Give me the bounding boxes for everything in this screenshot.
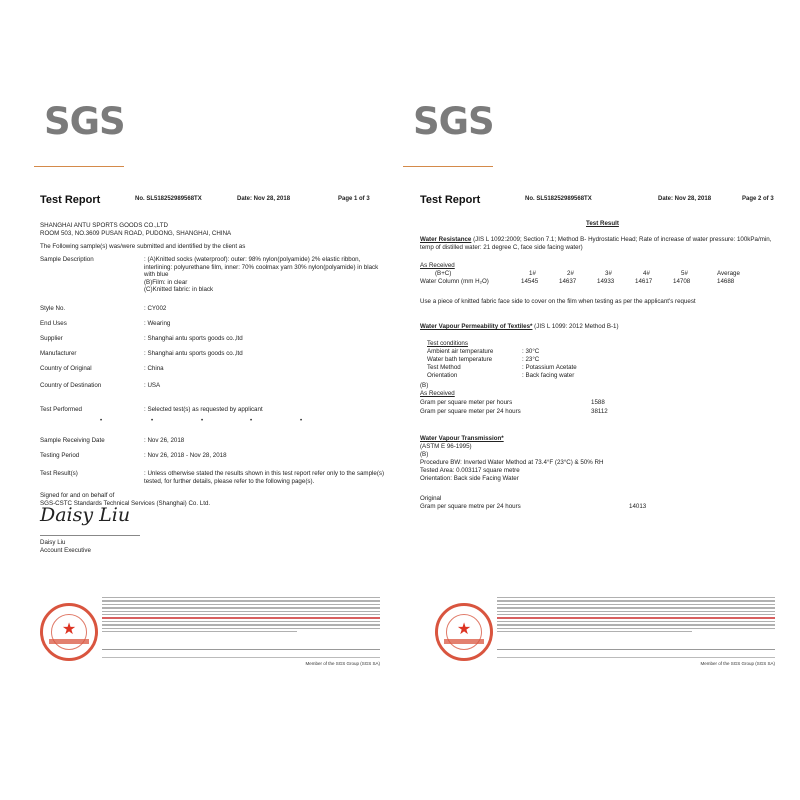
signed-for-text: Signed for and on behalf of [40,492,115,499]
field-label: Testing Period [40,452,80,459]
report-title: Test Report [420,194,481,206]
result-heading: Test Result [586,220,619,227]
condition-key: Orientation [427,372,458,379]
table-cell: 14708 [673,278,691,285]
row-label: Gram per square metre per 24 hours [420,503,521,510]
fine-print-terms [497,595,775,634]
footer-rule [102,649,380,650]
report-footer [40,595,380,670]
member-text: Member of the SGS Group (SGS SA) [305,661,380,666]
condition-key: Test Method [427,364,461,371]
wvt-line: (B) [420,451,429,458]
report-page-2 [405,40,790,666]
report-footer [435,595,775,670]
condition-key: Ambient air temperature [427,348,494,355]
field-value: : CY002 [144,305,167,312]
water-vapour-permeability-title: Water Vapour Permeability of Textiles* (JIS L 1099: 2012 Method B-1) [420,323,619,330]
row-label: Gram per square meter per 24 hours [420,408,521,415]
field-value: : Shanghai antu sports goods co.,ltd [144,335,243,342]
condition-value: : 30°C [522,348,540,355]
column-header: 5# [681,270,688,277]
page-number: Page 2 of 3 [742,196,774,202]
table-cell: 14637 [559,278,577,285]
handwritten-signature: Daisy Liu [40,504,131,526]
footer-rule [497,649,775,650]
water-vapour-transmission-title: Water Vapour Transmission* [420,435,504,442]
report-date: Date: Nov 28, 2018 [237,196,291,202]
condition-value: : 23°C [522,356,540,363]
wvt-line: Orientation: Back side Facing Water [420,475,519,482]
table-cell: 14688 [717,278,735,285]
bullet-dot: • [250,418,253,424]
wvt-line: (ASTM E 96-1995) [420,443,472,450]
page-header [420,193,790,213]
field-label: Supplier [40,335,63,342]
report-date: Date: Nov 28, 2018 [658,196,712,202]
fine-print-terms [102,595,380,634]
column-header: 4# [643,270,650,277]
signer-title: Account Executive [40,547,91,554]
conditions-heading: Test conditions [427,340,468,347]
field-value: : Wearing [144,320,171,327]
as-received-label: As Received [420,390,455,397]
company-seal-stamp [435,603,493,661]
company-address: ROOM 503, NO.3609 PUSAN ROAD, PUDONG, SHANGHAI, CHINA [40,230,232,237]
field-value: : China [144,365,164,372]
member-text: Member of the SGS Group (SGS SA) [700,661,775,666]
field-label: Style No. [40,305,66,312]
page-number: Page 1 of 3 [338,196,370,202]
field-label: Sample Description [40,256,94,263]
signed-org-text: SGS-CSTC Standards Technical Services (Shanghai) Co. Ltd. [40,500,211,507]
condition-value: : Potassium Acetate [522,364,577,371]
field-value: : Nov 26, 2018 [144,437,185,444]
column-header: 3# [605,270,612,277]
table-cell: 38112 [591,408,608,415]
report-number: No. SL518252989568TX [525,196,592,202]
logo-underline [403,166,493,167]
field-value: : Selected test(s) as requested by applicant [144,406,263,413]
page-header [40,193,395,213]
signer-name: Daisy Liu [40,539,66,546]
sgs-logo: SGS [44,100,125,143]
field-label: Sample Receiving Date [40,437,105,444]
logo-underline [34,166,124,167]
star-icon: ★ [456,621,472,638]
row-label: Water Column (mm H₂O) [420,278,489,285]
star-icon: ★ [61,621,77,638]
field-label: Manufacturer [40,350,77,357]
field-value: : USA [144,382,161,389]
as-received-label: As Received [420,262,455,269]
wvt-line: Procedure BW: Inverted Water Method at 73.4°F (23°C) & 50% RH [420,459,604,466]
column-header: 2# [567,270,574,277]
table-cell: 14617 [635,278,653,285]
column-header: 1# [529,270,536,277]
field-label: End Uses [40,320,67,327]
intro-text: The Following sample(s) was/were submitted and identified by the client as [40,243,246,250]
water-resistance-title: Water Resistance (JIS L 1092:2009; Section 7.1; Method B- Hydrostatic Head; Rate of increase of water pressure: 100kPa/min, temp of distilled water: 21 degree C, face side facing water) [420,236,772,251]
field-label: Test Result(s) [40,470,78,477]
report-page-1 [10,40,395,666]
bullet-dot: • [151,418,154,424]
table-cell: 14545 [521,278,539,285]
sample-code: (B+C) [435,270,452,277]
field-label: Country of Original [40,365,92,372]
company-seal-stamp [40,603,98,661]
bullet-dot: • [300,418,303,424]
footer-rule [497,657,775,658]
report-title: Test Report [40,194,101,206]
wvt-line: Tested Area: 0.003117 square metre [420,467,520,474]
table-cell: 14933 [597,278,615,285]
company-name: SHANGHAI ANTU SPORTS GOODS CO.,LTD [40,222,169,229]
field-label: Test Performed [40,406,82,413]
table-cell: 1588 [591,399,605,406]
condition-value: : Back facing water [522,372,575,379]
condition-key: Water bath temperature [427,356,493,363]
column-header: Average [717,270,740,277]
field-value: : (A)Knitted socks (waterproof): outer: 98% nylon(polyamide) 2% elastic ribbon, interlining: polyurethane film, inner: 70% coolmax yarn 30% nylon(polyamide) in black with blue (B)Film: in clear (C)Knitted fabric: in black [144,256,379,293]
footer-rule [102,657,380,658]
report-number: No. SL518252989568TX [135,196,202,202]
field-value: : Nov 26, 2018 - Nov 28, 2018 [144,452,227,459]
field-value: : Shanghai antu sports goods co.,ltd [144,350,243,357]
bullet-dot: • [201,418,204,424]
sample-code: (B) [420,382,429,389]
bullet-dot: • [100,418,103,424]
field-value: : Unless otherwise stated the results shown in this test report refer only to the sample(s) tested, for further details, please refer to the following page(s). [144,470,385,485]
row-label: Gram per square meter per hours [420,399,513,406]
original-label: Original [420,495,442,502]
test-note: Use a piece of knitted fabric face side to cover on the film when testing as per the applicant's request [420,298,696,305]
table-cell: 14013 [629,503,647,510]
field-label: Country of Destination [40,382,102,389]
sgs-logo: SGS [413,100,494,143]
signature-line [40,535,140,536]
